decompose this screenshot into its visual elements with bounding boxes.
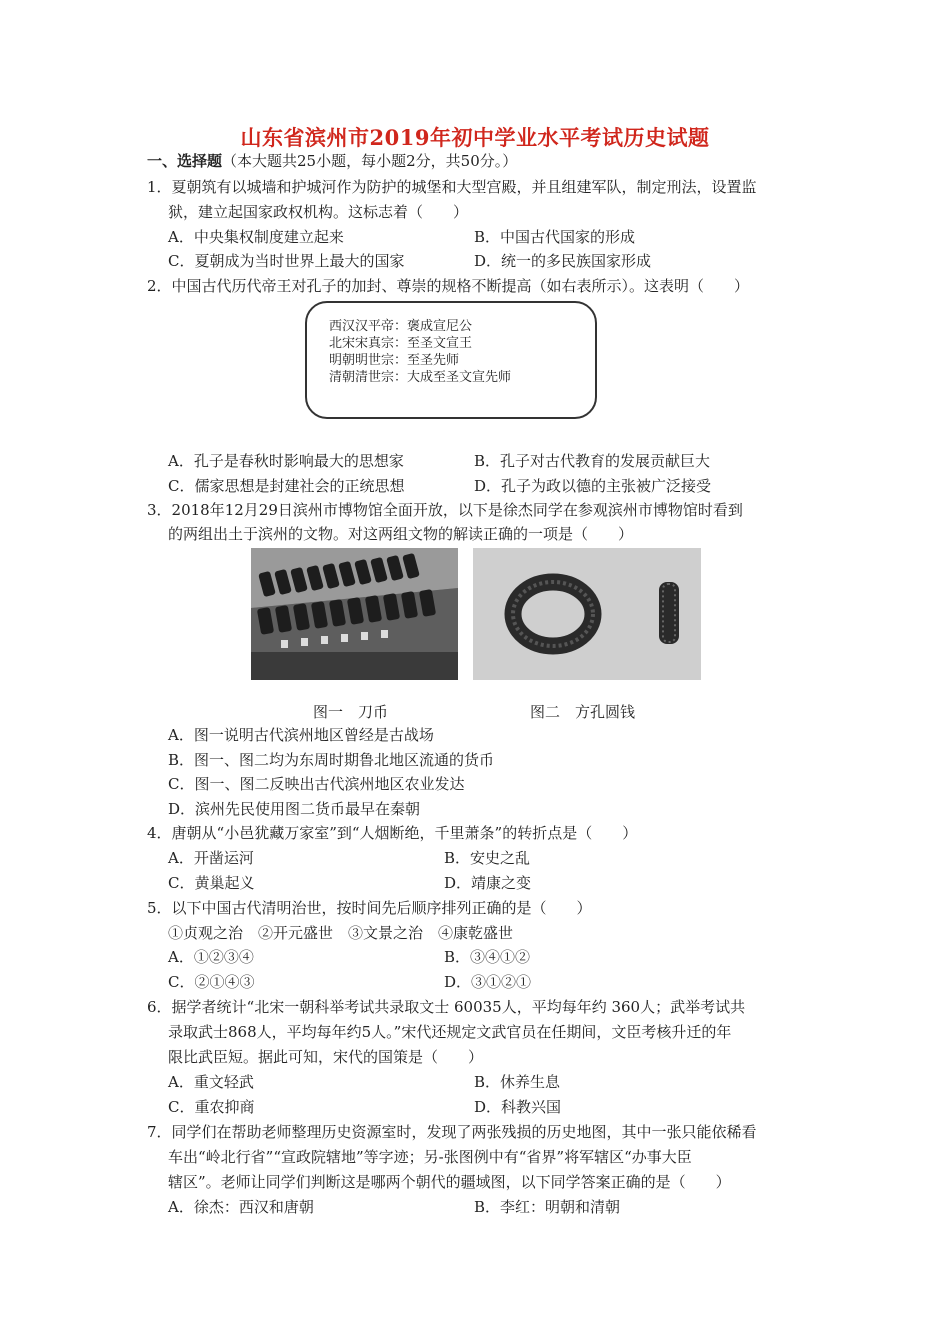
q3-stem-line2: 的两组出土于滨州的文物。对这两组文物的解读正确的一项是（ ） (168, 525, 634, 543)
q2-stem: 2．中国古代历代帝王对孔子的加封、尊崇的规格不断提高（如右表所示）。这表明（ ） (147, 277, 750, 295)
q1-option-b[interactable]: B．中国古代国家的形成 (474, 228, 636, 246)
q7-stem-line2: 车出“岭北行省”“宣政院辖地”等字迹；另-张图例中有“省界”将军辖区“办事大臣 (168, 1148, 692, 1166)
section-heading (147, 151, 517, 171)
q2-table-row: 西汉汉平帝：褒成宣尼公 (329, 319, 473, 334)
q4-stem: 4．唐朝从“小邑犹藏万家室”到“人烟断绝，千里萧条”的转折点是（ ） (147, 824, 638, 842)
q6-option-c[interactable]: C．重农抑商 (168, 1098, 255, 1116)
q4-option-b[interactable]: B．安史之乱 (444, 849, 531, 867)
section-note: （本大题共25小题，每小题2分，共50分。） (222, 152, 518, 170)
q2-option-d[interactable]: D．孔子为政以德的主张被广泛接受 (474, 477, 712, 495)
caption-round-coins: 图二 方孔圆钱 (530, 703, 636, 721)
q6-stem-line1: 6．据学者统计“北宋一朝科举考试共录取文士 60035人，平均每年约 360人；武举考试共 (147, 998, 746, 1016)
q3-stem-line1: 3．2018年12月29日滨州市博物馆全面开放，以下是徐杰同学在参观滨州市博物馆时看到 (147, 501, 743, 519)
q5-items: ①贞观之治 ②开元盛世 ③文景之治 ④康乾盛世 (168, 924, 514, 942)
q5-option-d[interactable]: D．③①②① (444, 973, 532, 991)
q5-option-a[interactable]: A．①②③④ (168, 948, 254, 966)
q2-table-row: 北宋宋真宗：至圣文宣王 (329, 336, 473, 351)
q2-title-table (305, 301, 597, 419)
q3-option-a[interactable]: A．图一说明古代滨州地区曾经是古战场 (168, 726, 434, 744)
q7-option-a[interactable]: A．徐杰：西汉和唐朝 (168, 1198, 314, 1216)
q7-stem-line1: 7．同学们在帮助老师整理历史资源室时，发现了两张残损的历史地图，其中一张只能依稀看 (147, 1123, 757, 1141)
section-label: 一、选择题 (147, 152, 223, 170)
knife-coins-photo (251, 548, 458, 680)
q1-option-c[interactable]: C．夏朝成为当时世界上最大的国家 (168, 252, 405, 270)
q6-stem-line2: 录取武士868人，平均每年约5人。”宋代还规定文武官员在任期间，文臣考核升迁的年 (168, 1023, 732, 1041)
q5-option-b[interactable]: B．③④①② (444, 948, 531, 966)
q6-option-a[interactable]: A．重文轻武 (168, 1073, 254, 1091)
q3-option-b[interactable]: B．图一、图二均为东周时期鲁北地区流通的货币 (168, 751, 495, 769)
round-coins-photo (473, 548, 701, 680)
q4-option-a[interactable]: A．开凿运河 (168, 849, 254, 867)
q2-option-a[interactable]: A．孔子是春秋时影响最大的思想家 (168, 452, 404, 470)
q1-option-a[interactable]: A．中央集权制度建立起来 (168, 228, 344, 246)
q2-option-c[interactable]: C．儒家思想是封建社会的正统思想 (168, 477, 405, 495)
q6-option-d[interactable]: D．科教兴国 (474, 1098, 562, 1116)
exam-title: 山东省滨州市2019年初中学业水平考试历史试题 (240, 125, 710, 150)
q1-stem-line1: 1．夏朝筑有以城墙和护城河作为防护的城堡和大型宫殿，并且组建军队，制定刑法，设置监 (147, 178, 757, 196)
q7-option-b[interactable]: B．李红：明朝和清朝 (474, 1198, 621, 1216)
q6-option-b[interactable]: B．休养生息 (474, 1073, 561, 1091)
q6-stem-line3: 限比武臣短。据此可知，宋代的国策是（ ） (168, 1048, 484, 1066)
caption-knife-coins: 图一 刀币 (313, 703, 389, 721)
q2-table-row: 清朝清世宗：大成至圣文宣先师 (329, 370, 512, 385)
q5-stem: 5．以下中国古代清明治世，按时间先后顺序排列正确的是（ ） (147, 899, 592, 917)
q4-option-c[interactable]: C．黄巢起义 (168, 874, 255, 892)
q3-option-d[interactable]: D．滨州先民使用图二货币最早在秦朝 (168, 800, 421, 818)
q3-option-c[interactable]: C．图一、图二反映出古代滨州地区农业发达 (168, 775, 465, 793)
q2-option-b[interactable]: B．孔子对古代教育的发展贡献巨大 (474, 452, 711, 470)
q7-stem-line3: 辖区”。老师让同学们判断这是哪两个朝代的疆域图，以下同学答案正确的是（ ） (168, 1173, 731, 1191)
q1-stem-line2: 狱，建立起国家政权机构。这标志着（ ） (168, 203, 469, 221)
q4-option-d[interactable]: D．靖康之变 (444, 874, 532, 892)
q2-table-row: 明朝明世宗：至圣先师 (329, 353, 460, 368)
q1-option-d[interactable]: D．统一的多民族国家形成 (474, 252, 652, 270)
q5-option-c[interactable]: C．②①④③ (168, 973, 255, 991)
